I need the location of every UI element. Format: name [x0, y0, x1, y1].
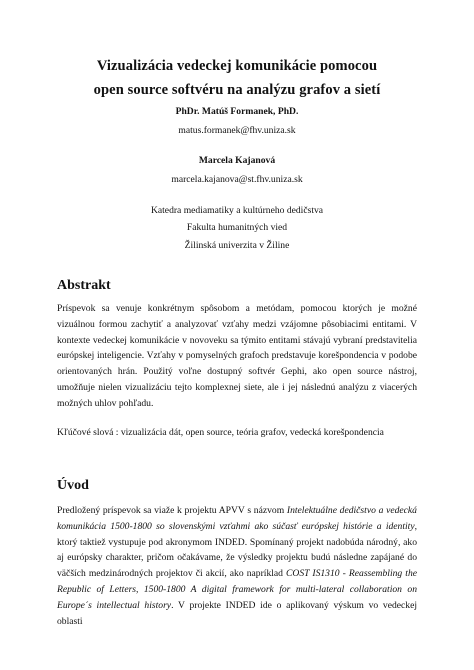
- intro-text-part-2: , ktorý taktiež vystupuje pod akronymom INDED. Spomínaný projekt nadobúda národný, ako aj európsky charakter, pričom očakávame, že výsledky projektu budú následne zapájané do väčších medzinárodných projektov či akcií, ako napríklad: [57, 520, 417, 580]
- author-2-email: marcela.kajanova@st.fhv.uniza.sk: [171, 174, 303, 185]
- intro-text: [57, 503, 417, 629]
- abstract-text: Príspevok sa venuje konkrétnym spôsobom a metódam, pomocou ktorých je možné vizuálnou formou zachytiť a analyzovať vzťahy medzi vzájomne pôsobiacimi entitami. V kontexte vedeckej komunikácie v novoveku sa týmito entitami stávajú vybraní predstavitelia európskej inteligencie. Vzťahy v pomyselných grafoch predstavuje korešpondencia v podobe orientovaných hrán. Použitý voľne dostupný softvér Gephi, ako open source nástroj, umožňuje nielen vizualizáciu tejto komplexnej siete, ale i jej následnú analýzu z viacerých možných uhlov pohľadu.: [57, 303, 417, 409]
- intro-text-part-3: . V projekte INDED ide o aplikovaný výskum vo vedeckej oblasti: [57, 599, 417, 627]
- affiliation-university: Žilinská univerzita v Žiline: [184, 240, 290, 251]
- keywords: Kľúčové slová : vizualizácia dát, open source, teória grafov, vedecká korešpondencia: [57, 427, 384, 438]
- intro-text-part-1: Predložený príspevok sa viaže k projektu APVV s názvom: [57, 505, 287, 516]
- author-1-name: PhDr. Matúš Formanek, PhD.: [175, 106, 299, 117]
- intro-cost-title: COST IS1310 - Reassembling the Republic of Letters, 1500-1800 A digital framework for multi-lateral collaboration on Europe´s intellectual history: [57, 568, 417, 611]
- intro-heading: Úvod: [57, 478, 89, 493]
- paper-title-line-2: open source softvéru na analýzu grafov a sietí: [93, 82, 381, 98]
- author-2-name: Marcela Kajanová: [198, 155, 276, 166]
- affiliation-department: Katedra mediamatiky a kultúrneho dedičstva: [150, 205, 324, 216]
- affiliation-faculty: Fakulta humanitných vied: [186, 222, 288, 233]
- paper-title-line-1: Vizualizácia vedeckej komunikácie pomocou: [96, 58, 378, 74]
- abstract-heading: Abstrakt: [57, 278, 111, 293]
- intro-project-title: Intelektuálne dedičstvo a vedecká komunikácia 1500-1800 so slovenskými vzťahmi ako súčasť európskej histórie a identity: [57, 505, 417, 532]
- author-1-email: matus.formanek@fhv.uniza.sk: [178, 125, 296, 136]
